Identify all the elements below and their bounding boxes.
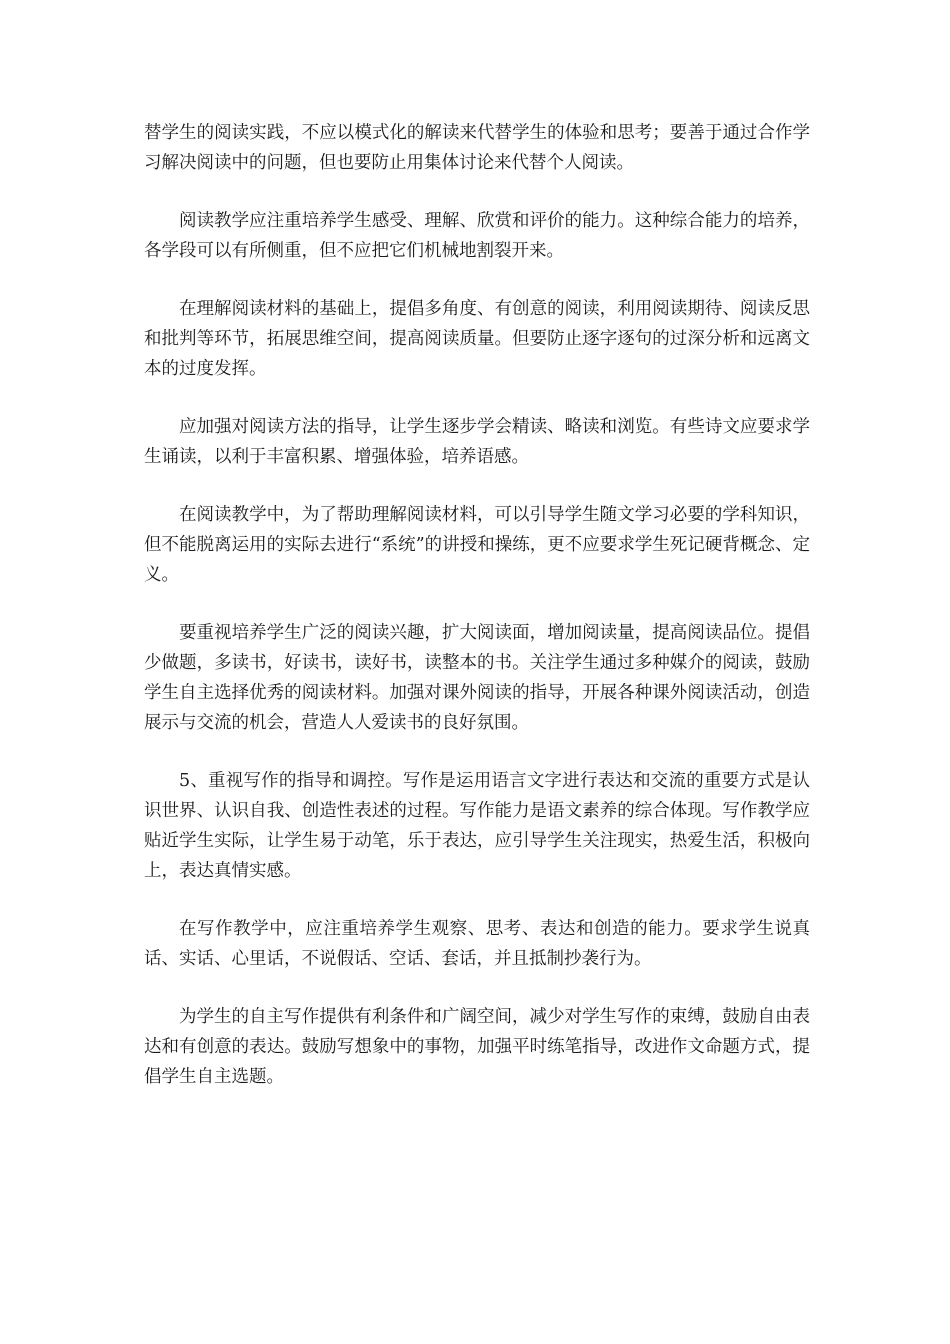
paragraph-6: 要重视培养学生广泛的阅读兴趣，扩大阅读面，增加阅读量，提高阅读品位。提倡少做题，多读书，好读书，读好书，读整本的书。关注学生通过多种媒介的阅读，鼓励学生自主选择优秀的阅读材料。加强对课外阅读的指导，开展各种课外阅读活动，创造展示与交流的机会，营造人人爱读书的良好氛围。 — [144, 623, 810, 733]
paragraph-1: 替学生的阅读实践，不应以模式化的解读来代替学生的体验和思考；要善于通过合作学习解决阅读中的问题，但也要防止用集体讨论来代替个人阅读。 — [144, 123, 810, 173]
document-page — [144, 118, 810, 1120]
paragraph-8: 在写作教学中，应注重培养学生观察、思考、表达和创造的能力。要求学生说真话、实话、心里话，不说假话、空话、套话，并且抵制抄袭行为。 — [144, 919, 810, 969]
paragraph-5: 在阅读教学中，为了帮助理解阅读材料，可以引导学生随文学习必要的学科知识，但不能脱离运用的实际去进行“系统”的讲授和操练，更不应要求学生死记硬背概念、定义。 — [144, 505, 810, 585]
paragraph-4: 应加强对阅读方法的指导，让学生逐步学会精读、略读和浏览。有些诗文应要求学生诵读，以利于丰富积累、增强体验，培养语感。 — [144, 417, 810, 467]
paragraph-3: 在理解阅读材料的基础上，提倡多角度、有创意的阅读，利用阅读期待、阅读反思和批判等环节，拓展思维空间，提高阅读质量。但要防止逐字逐句的过深分析和远离文本的过度发挥。 — [144, 299, 810, 379]
paragraph-7: 5、重视写作的指导和调控。写作是运用语言文字进行表达和交流的重要方式是认识世界、认识自我、创造性表述的过程。写作能力是语文素养的综合体现。写作教学应贴近学生实际，让学生易于动笔，乐于表达，应引导学生关注现实，热爱生活，积极向上，表达真情实感。 — [144, 771, 810, 881]
paragraph-9: 为学生的自主写作提供有利条件和广阔空间，减少对学生写作的束缚，鼓励自由表达和有创意的表达。鼓励写想象中的事物，加强平时练笔指导，改进作文命题方式，提倡学生自主选题。 — [144, 1007, 810, 1087]
paragraph-2: 阅读教学应注重培养学生感受、理解、欣赏和评价的能力。这种综合能力的培养，各学段可以有所侧重，但不应把它们机械地割裂开来。 — [144, 211, 810, 261]
